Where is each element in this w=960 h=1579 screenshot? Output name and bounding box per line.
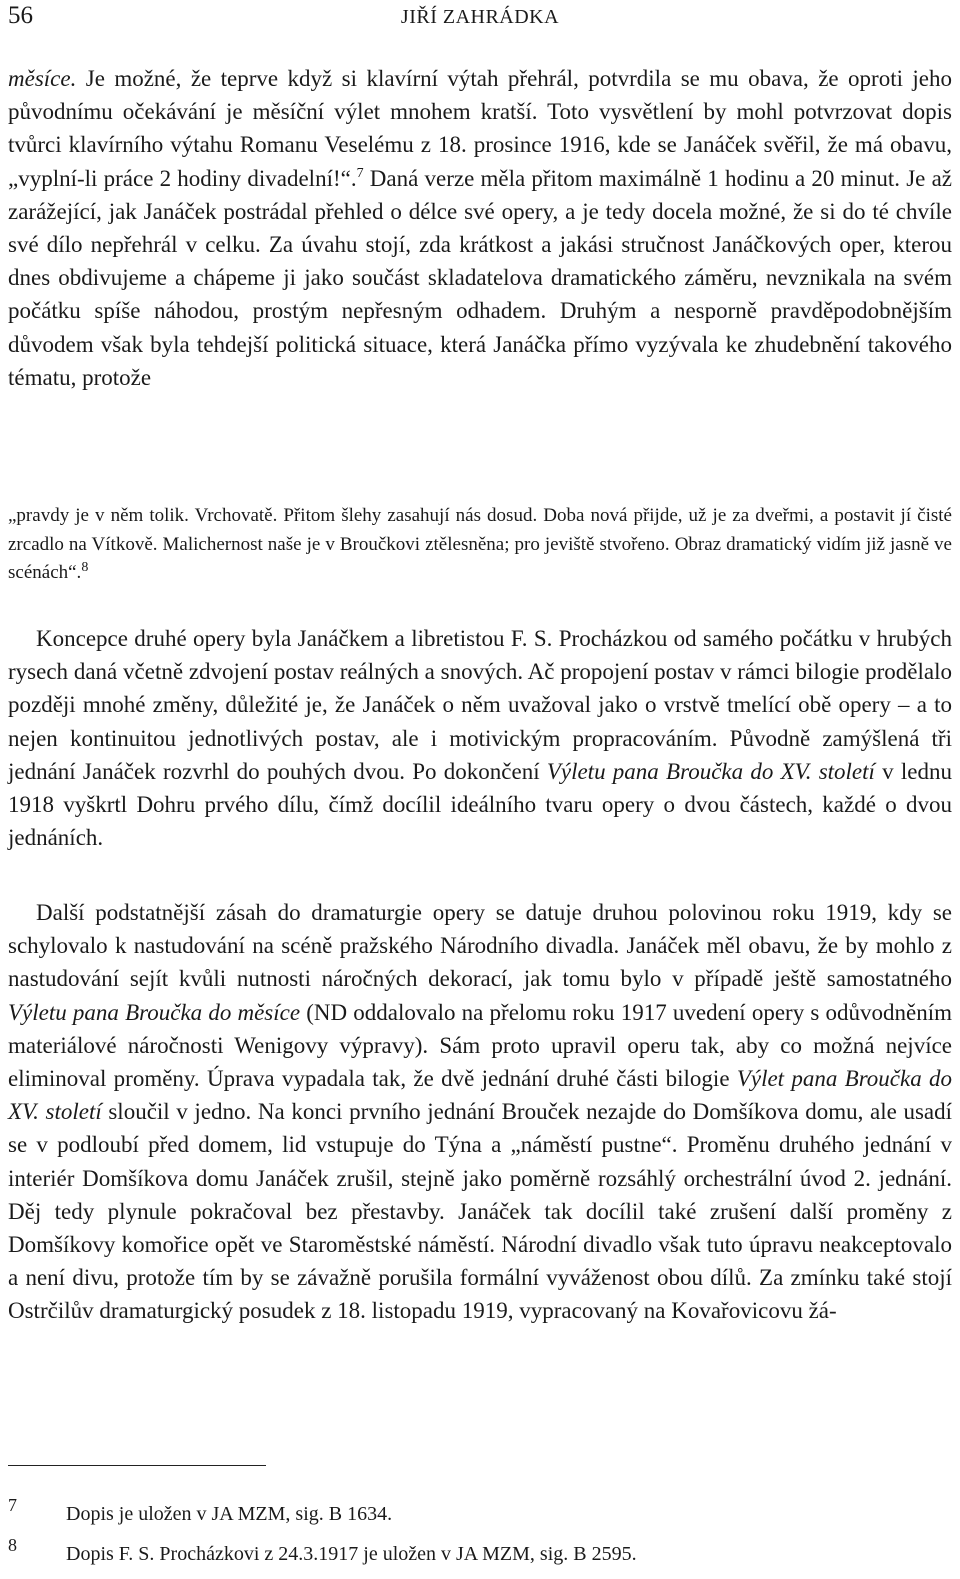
footnote-divider [8,1465,266,1466]
paragraph-1 [8,62,952,394]
paragraph-2 [8,622,952,854]
paragraph-2-text-a: Koncepce druhé opery byla Janáčkem a libretistou F. S. Procházkou od samého počátku v hrubých rysech daná včetně zdvojení postav reálných a snových. Ač propojení postav v rámci bilogie prodělalo později mnohé změny, důležité je, že Janáček o něm uvažoval jako o vrstvě tmelící obě opery – a to nejen kontinuitou jednotlivých postav, ale i motivickým propracováním. Původně zamýšlená tři jednání Janáček rozvrhl do pouhých dvou. Po dokončení [8,626,952,784]
paragraph-3-text-b: (ND oddalovalo na přelomu roku 1917 uvedení opery s odůvodněním materiálové náročnosti Wenigovy výpravy). Sám proto upravil operu tak, aby co možná nejvíce eliminoval proměny. Úprava vypadala tak, že dvě jednání druhé části bilogie [8,999,952,1092]
paragraph-1-italic-lead: měsíce. [8,66,77,91]
footnote-ref-8[interactable]: 8 [81,560,89,575]
footnote-number: 7 [8,1495,17,1515]
paragraph-3 [8,896,952,1328]
paragraph-3-text-a: Další podstatnější zásah do dramaturgie opery se datuje druhou polovinou roku 1919, kdy se schylovalo k nastudování na scéně pražského Národního divadla. Janáček měl obavu, že by mohlo z nastudování sejít kvůli nutnosti náročných dekorací, jak tomu bylo v případě ještě samostatného [8,900,952,992]
paragraph-1-text-a: Je možné, že teprve když si klavírní výtah přehrál, potvrdila se mu obava, že oproti jeho původnímu očekávání je měsíční výlet mnohem kratší. Toto vysvětlení by mohl potvrzovat dopis tvůrci klavírního výtahu Romanu Veselému z 18. prosince 1916, kde se Janáček svěřil, že má obavu, „vyplní-li práce 2 hodiny divadelní!“. [8,66,952,191]
page-number: 56 [8,2,33,29]
paragraph-1-text-b: Daná verze měla přitom maximálně 1 hodinu a 20 minut. Je až zarážející, jak Janáček postrádal přehled o délce své opery, a je tedy docela možné, že si do té chvíle své dílo nepřehrál v celku. Za úvahu stojí, zda krátkost a jakási stručnost Janáčkových oper, kterou dnes obdivujeme a chápeme ji jako součást skladatelova dramatického záměru, nevznikala na svém počátku spíše náhodou, prostým nepřesným odhadem. Druhým a nesporně pravděpodobnějším důvodem však byla tehdejší politická situace, která Janáčka přímo vyzývala ke zhudebnění takového tématu, protože [8,165,952,390]
paragraph-2-text-b: v lednu 1918 vyškrtl Dohru prvého dílu, čímž docílil ideálního tvaru opery o dvou částech, každé o dvou jednáních. [8,758,952,851]
paragraph-3-italic-title-2: Výlet pana Broučka do XV. století [8,1066,953,1125]
block-quote-text: „pravdy je v něm tolik. Vrchovatě. Přitom šlehy zasahují nás dosud. Doba nová přijde, už je za dveřmi, a postavit jí čisté zrcadlo na Vítkově. Malichernost naše je v Broučkovi ztělesněna; pro jeviště stvořeno. Obraz dramatický vidím již jasně ve scénách“. [8,505,952,583]
block-quote [8,502,952,588]
footnote-text: Dopis F. S. Procházkovi z 24.3.1917 je uložen v JA MZM, sig. B 2595. [66,1543,637,1565]
running-head: JIŘÍ ZAHRÁDKA [400,6,560,28]
page-header [0,0,960,32]
footnote-text: Dopis je uložen v JA MZM, sig. B 1634. [66,1503,393,1525]
paragraph-3-italic-title-1: Výletu pana Broučka do měsíce [8,999,301,1025]
footnote-ref-7[interactable]: 7 [356,165,364,181]
footnote-number: 8 [8,1535,17,1555]
paragraph-3-text-c: sloučil v jedno. Na konci prvního jednání Brouček nezajde do Domšíkova domu, ale usadí se v podloubí před domem, lid vstupuje do Týna a „náměstí pustne“. Proměnu druhého jednání v interiér Domšíkova domu Janáček zrušil, stejně jako poměrně rozsáhlý orchestrální úvod 2. jednání. Děj tedy plynule pokračoval bez přestavby. Janáček tak docílil také zrušení další proměny z Domšíkovy komořice opět ve Staroměstské náměstí. Národní divadlo však tuto úpravu neakceptovalo a není divu, protože tím by se závažně porušila formální vyváženost obou dílů. Za zmínku také stojí Ostrčilův dramaturgický posudek z 18. listopadu 1919, vypracovaný na Kovařovicovu žá- [8,1099,952,1324]
paragraph-2-italic-title: Výletu pana Broučka do XV. století [546,758,875,784]
